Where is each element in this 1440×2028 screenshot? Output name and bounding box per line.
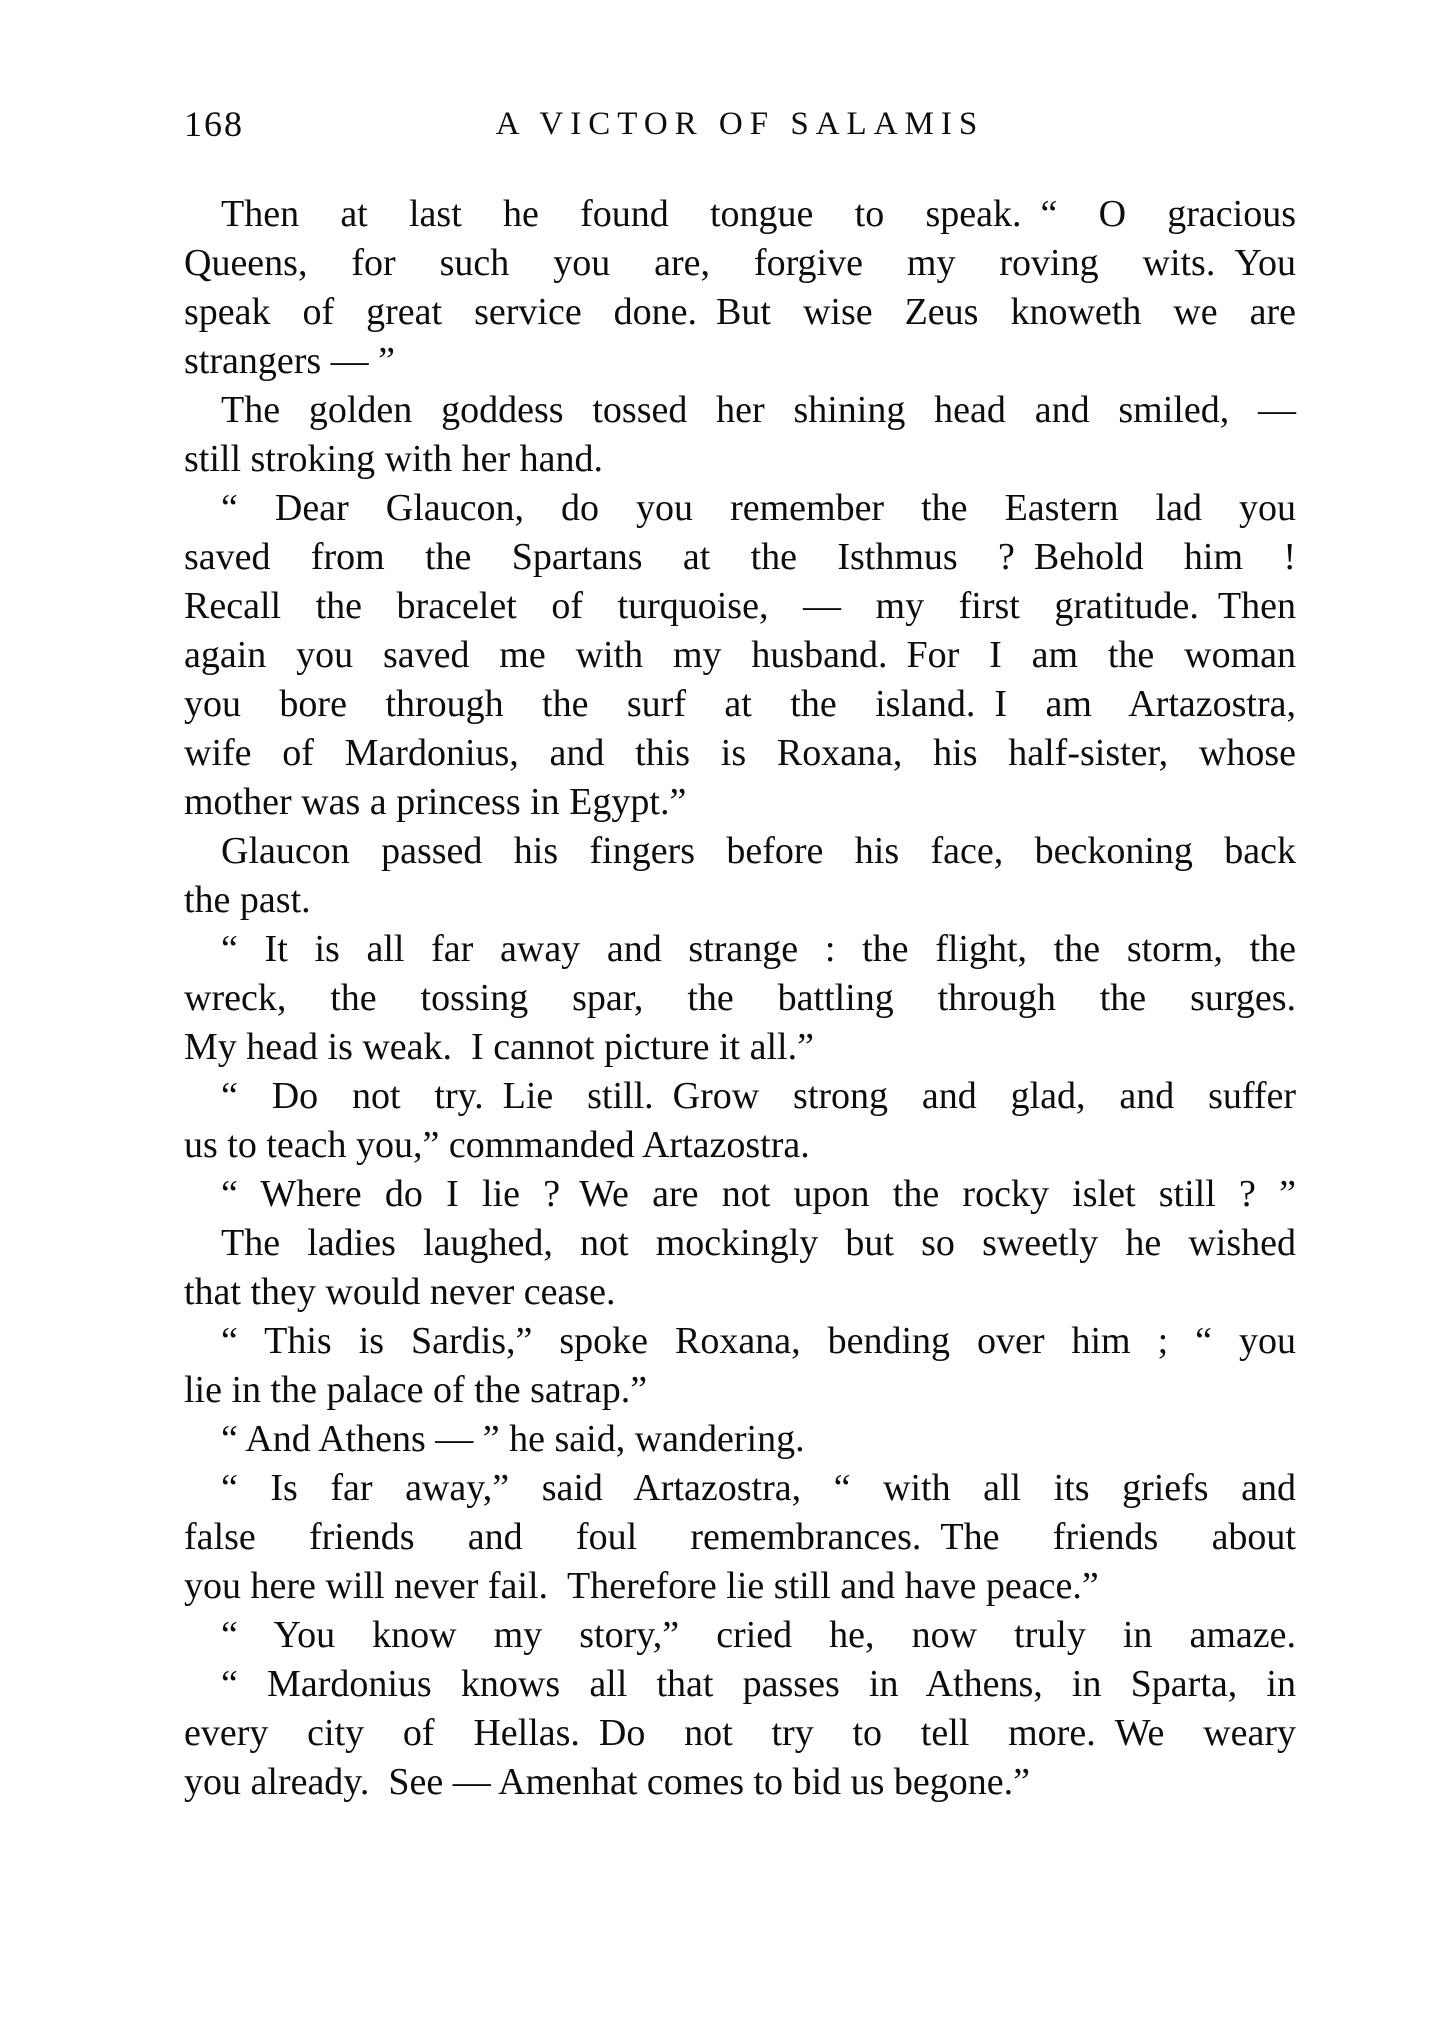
text-line: “ Dear Glaucon, do you remember the Eastern lad you [221, 487, 1296, 529]
text-line: Recall the bracelet of turquoise, — my first gratitude. Then [184, 585, 1296, 627]
text-line: that they would never cease. [184, 1271, 616, 1313]
text-line: every city of Hellas. Do not try to tell more. We weary [184, 1712, 1296, 1754]
page-number: 168 [184, 104, 244, 144]
text-line: “ And Athens — ” he said, wandering. [221, 1418, 805, 1460]
text-line: false friends and foul remembrances. The friends about [184, 1516, 1296, 1558]
text-line: still stroking with her hand. [184, 438, 604, 480]
text-line: mother was a princess in Egypt.” [184, 781, 687, 823]
text-line: wreck, the tossing spar, the battling through the surges. [184, 977, 1296, 1019]
paragraph [184, 484, 1296, 827]
paragraph [184, 1464, 1296, 1611]
text-line: again you saved me with my husband. For I am the woman [184, 634, 1296, 676]
text-line: us to teach you,” commanded Artazostra. [184, 1124, 810, 1166]
text-line: Glaucon passed his fingers before his face, beckoning back [221, 830, 1296, 872]
text-line: you here will never fail. Therefore lie still and have peace.” [184, 1565, 1099, 1607]
text-line: “ Mardonius knows all that passes in Athens, in Sparta, in [221, 1663, 1296, 1705]
text-line: you bore through the surf at the island. I am Artazostra, [184, 683, 1296, 725]
paragraph [184, 386, 1296, 484]
paragraph [184, 1317, 1296, 1415]
text-line: “ Where do I lie ? We are not upon the rocky islet still ? ” [221, 1173, 1296, 1215]
text-line: “ Is far away,” said Artazostra, “ with all its griefs and [221, 1467, 1296, 1509]
text-line: “ This is Sardis,” spoke Roxana, bending over him ; “ you [221, 1320, 1296, 1362]
paragraph [184, 1611, 1296, 1660]
paragraph [184, 1415, 1296, 1464]
paragraph [184, 925, 1296, 1072]
text-line: “ It is all far away and strange : the flight, the storm, the [221, 928, 1296, 970]
paragraph [184, 1660, 1296, 1807]
text-line: The golden goddess tossed her shining head and smiled, — [221, 389, 1296, 431]
text-line: the past. [184, 879, 311, 921]
text-line: lie in the palace of the satrap.” [184, 1369, 648, 1411]
paragraph [184, 190, 1296, 386]
text-line: “ You know my story,” cried he, now truly in amaze. [221, 1614, 1296, 1656]
text-line: speak of great service done. But wise Zeus knoweth we are [184, 291, 1296, 333]
text-line: strangers — ” [184, 340, 396, 382]
page-text [184, 190, 1296, 1807]
paragraph [184, 1072, 1296, 1170]
text-line: saved from the Spartans at the Isthmus ? Behold him ! [184, 536, 1296, 578]
text-line: wife of Mardonius, and this is Roxana, his half-sister, whose [184, 732, 1296, 774]
paragraph [184, 827, 1296, 925]
page-header-title: A VICTOR OF SALAMIS [495, 106, 985, 142]
text-line: you already. See — Amenhat comes to bid us begone.” [184, 1761, 1030, 1803]
text-line: The ladies laughed, not mockingly but so sweetly he wished [221, 1222, 1296, 1264]
running-head [184, 102, 1296, 146]
paragraph [184, 1219, 1296, 1317]
text-line: “ Do not try. Lie still. Grow strong and glad, and suffer [221, 1075, 1296, 1117]
paragraph [184, 1170, 1296, 1219]
text-line: My head is weak. I cannot picture it all.” [184, 1026, 814, 1068]
text-line: Queens, for such you are, forgive my roving wits. You [184, 242, 1296, 284]
text-line: Then at last he found tongue to speak. “ O gracious [221, 193, 1296, 235]
